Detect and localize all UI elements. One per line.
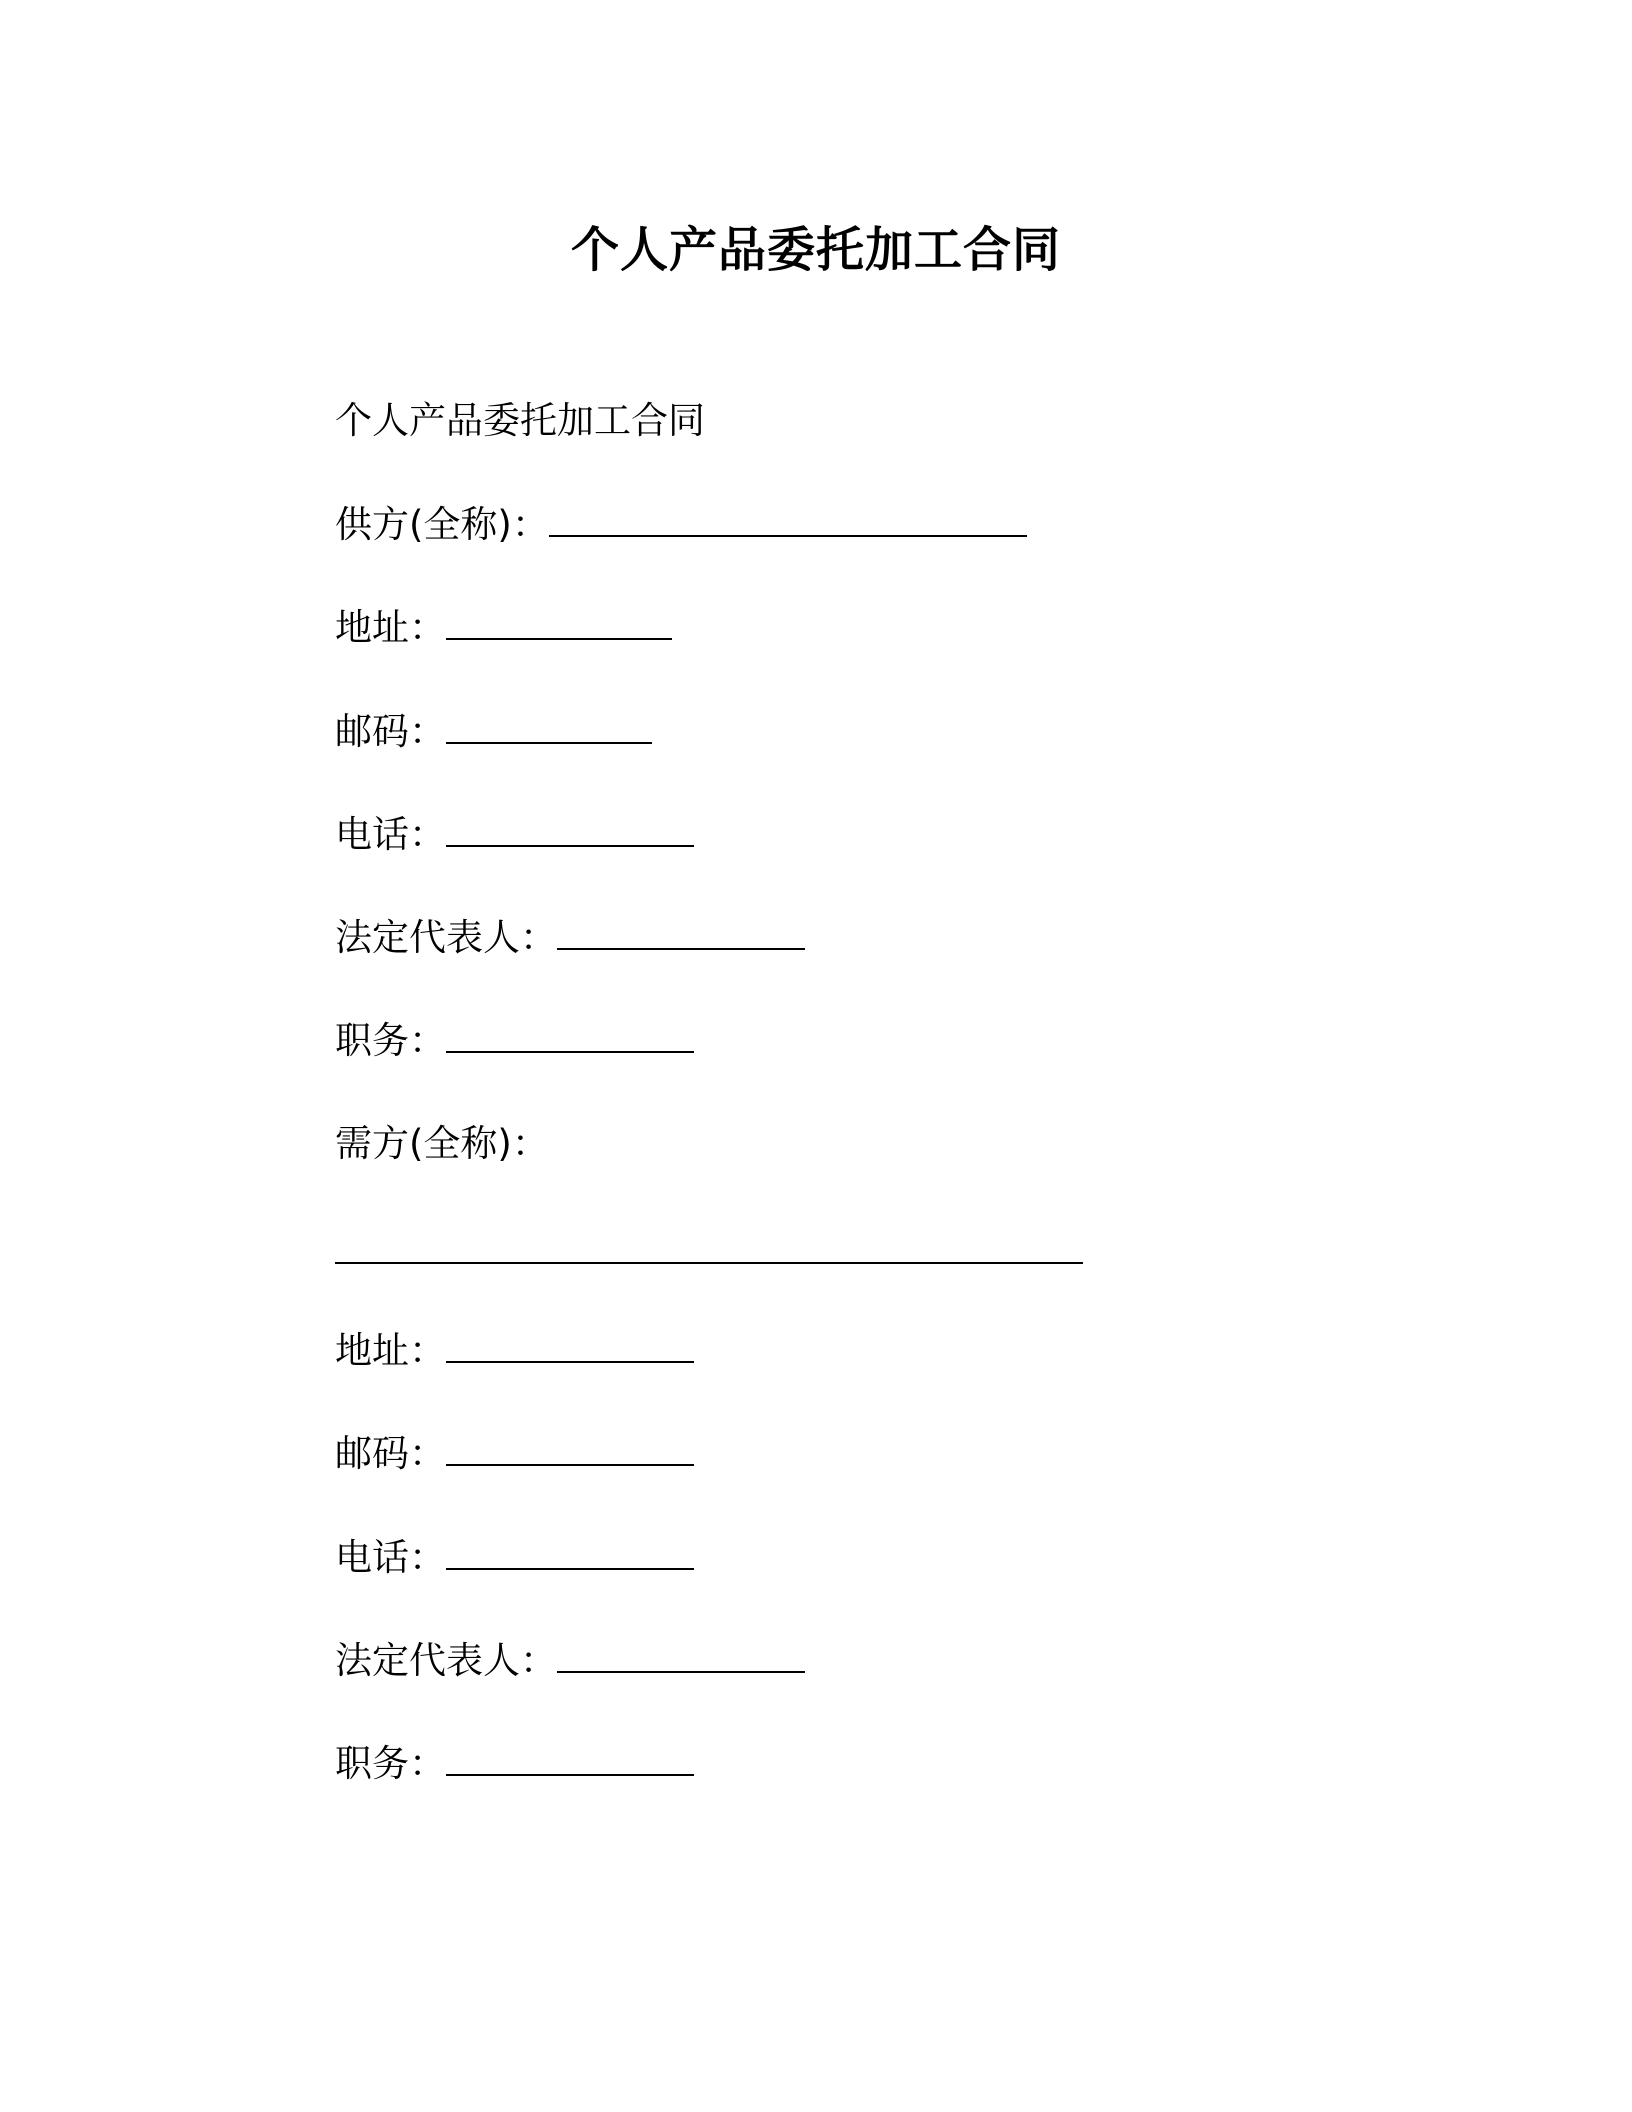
buyer-postcode-label: 邮码：	[335, 1432, 446, 1475]
supplier-phone-row	[335, 812, 694, 858]
buyer-legal-rep-row	[335, 1638, 805, 1684]
supplier-phone-blank	[446, 815, 694, 847]
supplier-position-blank	[446, 1021, 694, 1053]
buyer-name-label: 需方(全称)：	[335, 1122, 549, 1165]
buyer-name-blank	[335, 1262, 1083, 1264]
buyer-postcode-blank	[446, 1434, 694, 1466]
supplier-name-label: 供方(全称)：	[335, 503, 549, 546]
buyer-address-blank	[446, 1331, 694, 1363]
buyer-legal-rep-blank	[557, 1641, 805, 1673]
buyer-name-row	[335, 1121, 549, 1167]
supplier-address-row	[335, 605, 672, 651]
supplier-legal-rep-label: 法定代表人：	[335, 916, 557, 959]
buyer-position-blank	[446, 1744, 694, 1776]
supplier-phone-label: 电话：	[335, 813, 446, 856]
buyer-postcode-row	[335, 1431, 694, 1477]
supplier-postcode-blank	[446, 712, 652, 744]
supplier-address-label: 地址：	[335, 606, 446, 649]
buyer-address-label: 地址：	[335, 1329, 446, 1372]
supplier-postcode-label: 邮码：	[335, 710, 446, 753]
supplier-address-blank	[446, 608, 672, 640]
buyer-address-row	[335, 1328, 694, 1374]
document-title: 个人产品委托加工合同	[570, 222, 1061, 278]
buyer-position-label: 职务：	[335, 1742, 446, 1785]
supplier-name-blank	[549, 505, 1027, 537]
supplier-postcode-row	[335, 709, 652, 755]
buyer-phone-blank	[446, 1538, 694, 1570]
buyer-position-row	[335, 1741, 694, 1787]
buyer-phone-row	[335, 1535, 694, 1581]
buyer-legal-rep-label: 法定代表人：	[335, 1639, 557, 1682]
buyer-phone-label: 电话：	[335, 1536, 446, 1579]
supplier-name-row	[335, 502, 1027, 548]
supplier-legal-rep-blank	[557, 918, 805, 950]
contract-subtitle: 个人产品委托加工合同	[335, 399, 705, 442]
supplier-position-label: 职务：	[335, 1019, 446, 1062]
supplier-legal-rep-row	[335, 915, 805, 961]
supplier-position-row	[335, 1018, 694, 1064]
